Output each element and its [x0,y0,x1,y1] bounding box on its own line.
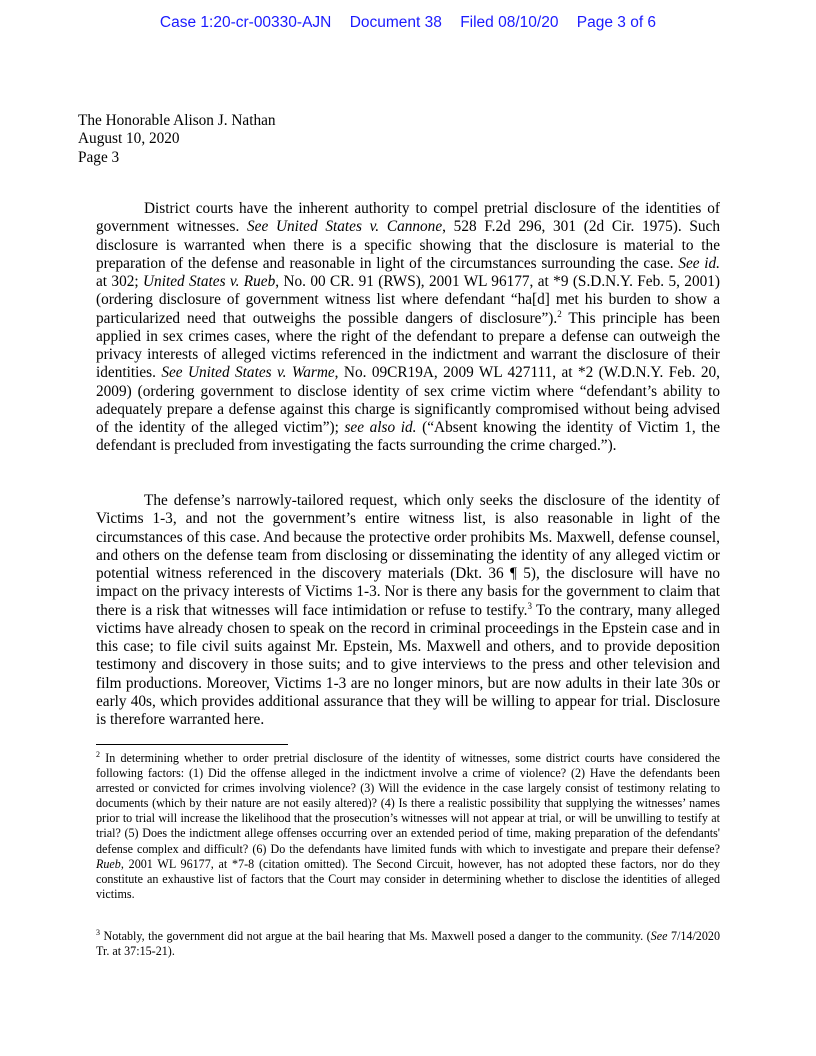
citation-see: See [650,929,668,943]
letter-page: Page 3 [78,148,120,166]
footnote-number: 2 [96,750,100,759]
text: 7/14/2020 Tr. at 37:15-21). [96,929,720,959]
page-count: Page 3 of 6 [576,14,657,31]
text: Notably, the government did not argue at the bail hearing that Ms. Maxwell posed a danger to the community. ( [100,929,651,943]
text: (“Absent knowing the identity of Victim 1, the defendant is precluded from investigating the facts surrounding the crime charged.”). [96,419,721,455]
text: District courts have the inherent authority to compel pretrial disclosure of the identities of government witnesses. [96,200,720,236]
text: , No. 00 CR. 91 (RWS), 2001 WL 96177, at *9 (S.D.N.Y. Feb. 5, 2001) (ordering disclosure of government witness list where defendant “ha[d] met his burden to show a particularized need that outweighs the possible dangers of disclosure”). [96,273,720,327]
citation-rueb: United States v. Rueb [143,273,276,290]
footnote-ref-3[interactable]: 3 [527,600,532,611]
text: To the contrary, many alleged victims have already chosen to speak on the record in criminal proceedings in the Epstein case and in this case; to file civil suits against Mr. Epstein, Ms. Maxwell and others, and to provide deposition testimony and discovery in those suits; and to give interviews to the press and other television and film productions. Moreover, Victims 1-3 are no longer minors, but are now adults in their late 30s or early 40s, which provides additional assurance that they will be willing to appear for trial. Disclosure is therefore warranted here. [96,601,720,728]
letter-date: August 10, 2020 [78,130,180,148]
case-number: Case 1:20-cr-00330-AJN [159,14,332,31]
text: , No. 09CR19A, 2009 WL 427111, at *2 (W.D.N.Y. Feb. 20, 2009) (ordering government to disclose identity of sex crime victim where “defendant’s ability to adequately prepare a defense against this charge is significantly compromised without being advised of the identity of the alleged victim”); [96,364,721,436]
text: at 302; [96,273,143,290]
recipient: The Honorable Alison J. Nathan [78,112,276,129]
case-header [0,14,816,32]
document-number: Document 38 [349,14,442,31]
footnote-2 [96,751,720,902]
footnote-3 [96,929,720,959]
citation-warme: See United States v. Warme [161,364,335,382]
citation-id: See id. [678,254,720,272]
footnote-number: 3 [96,928,100,937]
citation-cannone: See United States v. Cannone [247,218,443,236]
text: This principle has been applied in sex crimes cases, where the right of the defendant to prepare a defense can outweigh the privacy interests of alleged victims referenced in the indictment and warrant the disclosure of their identities. [96,309,721,382]
footnote-ref-2[interactable]: 2 [557,308,562,319]
text: The defense’s narrowly-tailored request, which only seeks the disclosure of the identity of Victims 1-3, and not the government’s entire witness list, is also reasonable in light of the circumstances of this case. And because the protective order prohibits Ms. Maxwell, defense counsel, and others on the defense team from disclosing or disseminating the identity of any alleged victim or potential witness referenced in the discovery materials (Dkt. 36 ¶ 5), the disclosure will have no impact on the privacy interests of Victims 1-3. Nor is there any basis for the government to claim that there is a risk that witnesses will face intimidation or refuse to testify. [96,492,720,619]
text: In determining whether to order pretrial disclosure of the identity of witnesses, some district courts have considered the following factors: (1) Did the offense alleged in the indictment involve a crime of violence? (2) Have the defendants been arrested or convicted for crimes involving violence? (3) Will the evidence in the case largely consist of testimony relating to documents (which by their nature are not easily altered)? (4) Is there a realistic possibility that supplying the witnesses’ names prior to trial will increase the likelihood that the prosecution’s witnesses will not appear at trial, or will be unwilling to testify at trial? (5) Does the indictment allege offenses occurring over an extended period of time, making preparation of the defendants' defense complex and difficult? (6) Do the defendants have limited funds with which to investigate and prepare their defense? [96,751,720,856]
citation-see-also: see also id. [344,419,417,436]
text: , 2001 WL 96177, at *7-8 (citation omitted). The Second Circuit, however, has not adopted these factors, nor do they constitute an exhaustive list of factors that the Court may consider in determining whether to disclose the identities of alleged victims. [96,856,720,901]
footnote-separator [96,744,288,745]
letter-address-block [78,112,276,167]
filed-date: Filed 08/10/20 [460,14,559,31]
text: , 528 F.2d 296, 301 (2d Cir. 1975). Such disclosure is warranted when there is a specific showing that the disclosure is material to the preparation of the defense and reasonable in light of the circumstances surrounding the case. [96,218,720,272]
body-paragraph-2 [96,492,720,729]
citation-rueb: Rueb [96,856,121,871]
body-paragraph-1 [96,200,720,456]
